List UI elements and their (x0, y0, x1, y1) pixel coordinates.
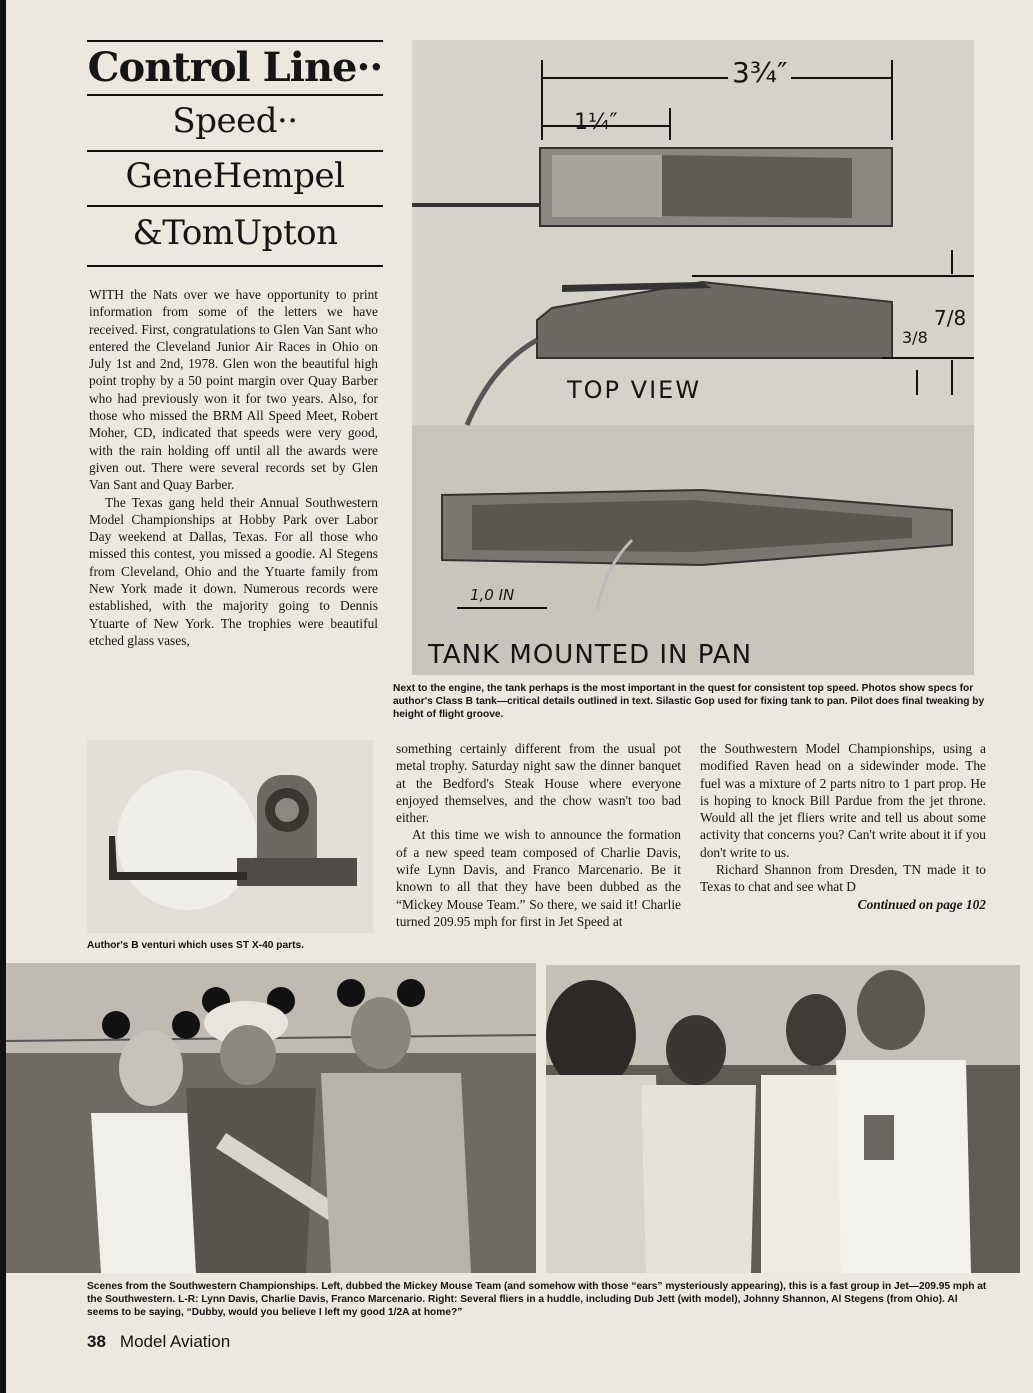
paragraph: The Texas gang held their Annual Southwestern Model Championships at Hobby Park over Labor Day weekend at Dallas, Texas. For all those who missed this contest, you missed a goodie. Al Stegens from Cleveland, Ohio and the Ytuarte family from New York made it down. Numerous records were established, with the majority going to Dennis Ytuarte of New York. The trophies were beautiful etched glass vases, (89, 494, 378, 648)
author-name: &TomUpton (132, 213, 338, 253)
heading-rule (87, 265, 383, 267)
paragraph: the Southwestern Model Championships, using a modified Raven head on a sidewinder mode. The fuel was a mixture of 2 parts nitro to 1 part prop. He is hoping to knock Bill Pardue from the jet throne. Would all the jet fliers write and tell us about some activity that concerns you? Can't write about it if you don't write to us. (700, 741, 986, 860)
tank-photo-drawing (412, 40, 974, 675)
team-photo-drawing (6, 963, 536, 1273)
paragraph: Richard Shannon from Dresden, TN made it to Texas to chat and see what D (700, 862, 986, 895)
venturi-drawing (87, 740, 373, 933)
venturi-photo (87, 740, 373, 933)
paragraph: something certainly different from the usual pot metal trophy. Saturday night saw the dinner banquet at the Bedford's Steak House where everyone enjoyed themselves, and the chow wasn't too bad either. (396, 741, 681, 826)
author-name: GeneHempel (125, 156, 345, 196)
dimension-label-inner: 1¼″ (574, 110, 618, 135)
article-column-1 (89, 286, 378, 649)
mickey-mouse-team-photo (6, 963, 536, 1273)
huddle-photo-drawing (546, 965, 1020, 1273)
heading-rule (87, 94, 383, 96)
venturi-caption: Author's B venturi which uses ST X-40 parts. (87, 940, 304, 951)
one-inch-label: 1,0 IN (470, 586, 515, 604)
page-number: 38 (87, 1332, 106, 1351)
dimension-label-three-eighths: 3/8 (902, 328, 928, 347)
column-title: Control Line·· (87, 44, 383, 91)
continued-note: Continued on page 102 (857, 896, 986, 912)
heading-rule (87, 205, 383, 207)
fliers-huddle-photo (546, 965, 1020, 1273)
tank-mounted-label: TANK MOUNTED IN PAN (428, 640, 753, 670)
article-column-2 (396, 740, 681, 930)
tank-photo (412, 40, 974, 675)
page-footer (87, 1332, 230, 1352)
tank-caption: Next to the engine, the tank perhaps is the most important in the quest for consistent top speed. Photos show specs for author's Class B tank—critical details outlined in text. Silastic Gop used for fixing tank to pan. Pilot does final tweaking by height of flight groove. (393, 683, 985, 720)
heading-rule (87, 150, 383, 152)
paragraph: WITH the Nats over we have opportunity to print information from some of the letters we have received. First, congratulations to Glen Van Sant who entered the Cleveland Junior Air Races in Ohio on July 1st and 2nd, 1978. Glen won the beautiful high point trophy by a 50 point margin over Quay Barber who had previously won it for two years. Also, for those who missed the BRM All Speed Meet, Robert Moher, CD, indicated that speeds were very good, with the rain holding off until all the awards were given out. There were several records set by Glen Van Sant and Quay Barber. (89, 287, 378, 493)
magazine-name: Model Aviation (119, 1332, 231, 1351)
article-column-3 (700, 740, 986, 913)
column-subtitle: Speed·· (172, 101, 298, 141)
dimension-label-overall: 3¾″ (728, 56, 791, 89)
top-view-label: TOP VIEW (567, 376, 702, 404)
scenes-caption: Scenes from the Southwestern Championships. Left, dubbed the Mickey Mouse Team (and somehow with those “ears” mysteriously appearing), this is a fast group in Jet—209.95 mph at the Southwestern. L-R: Lynn Davis, Charlie Davis, Franco Marcenario. Right: Several fliers in a huddle, including Dub Jett (with model), Johnny Shannon, Al Stegens (from Ohio). Al seems to be saying, “Dubby, would you believe I left my good 1/2A at home?” (87, 1281, 987, 1318)
dimension-label-seven-eighths: 7/8 (934, 306, 967, 330)
paragraph: At this time we wish to announce the formation of a new speed team composed of Charlie Davis, wife Lynn Davis, and Franco Marcenario. Be it known to all that they have been dubbed as the “Mickey Mouse Team.” So there, we said it! Charlie turned 209.95 mph for first in Jet Speed at (396, 827, 681, 929)
